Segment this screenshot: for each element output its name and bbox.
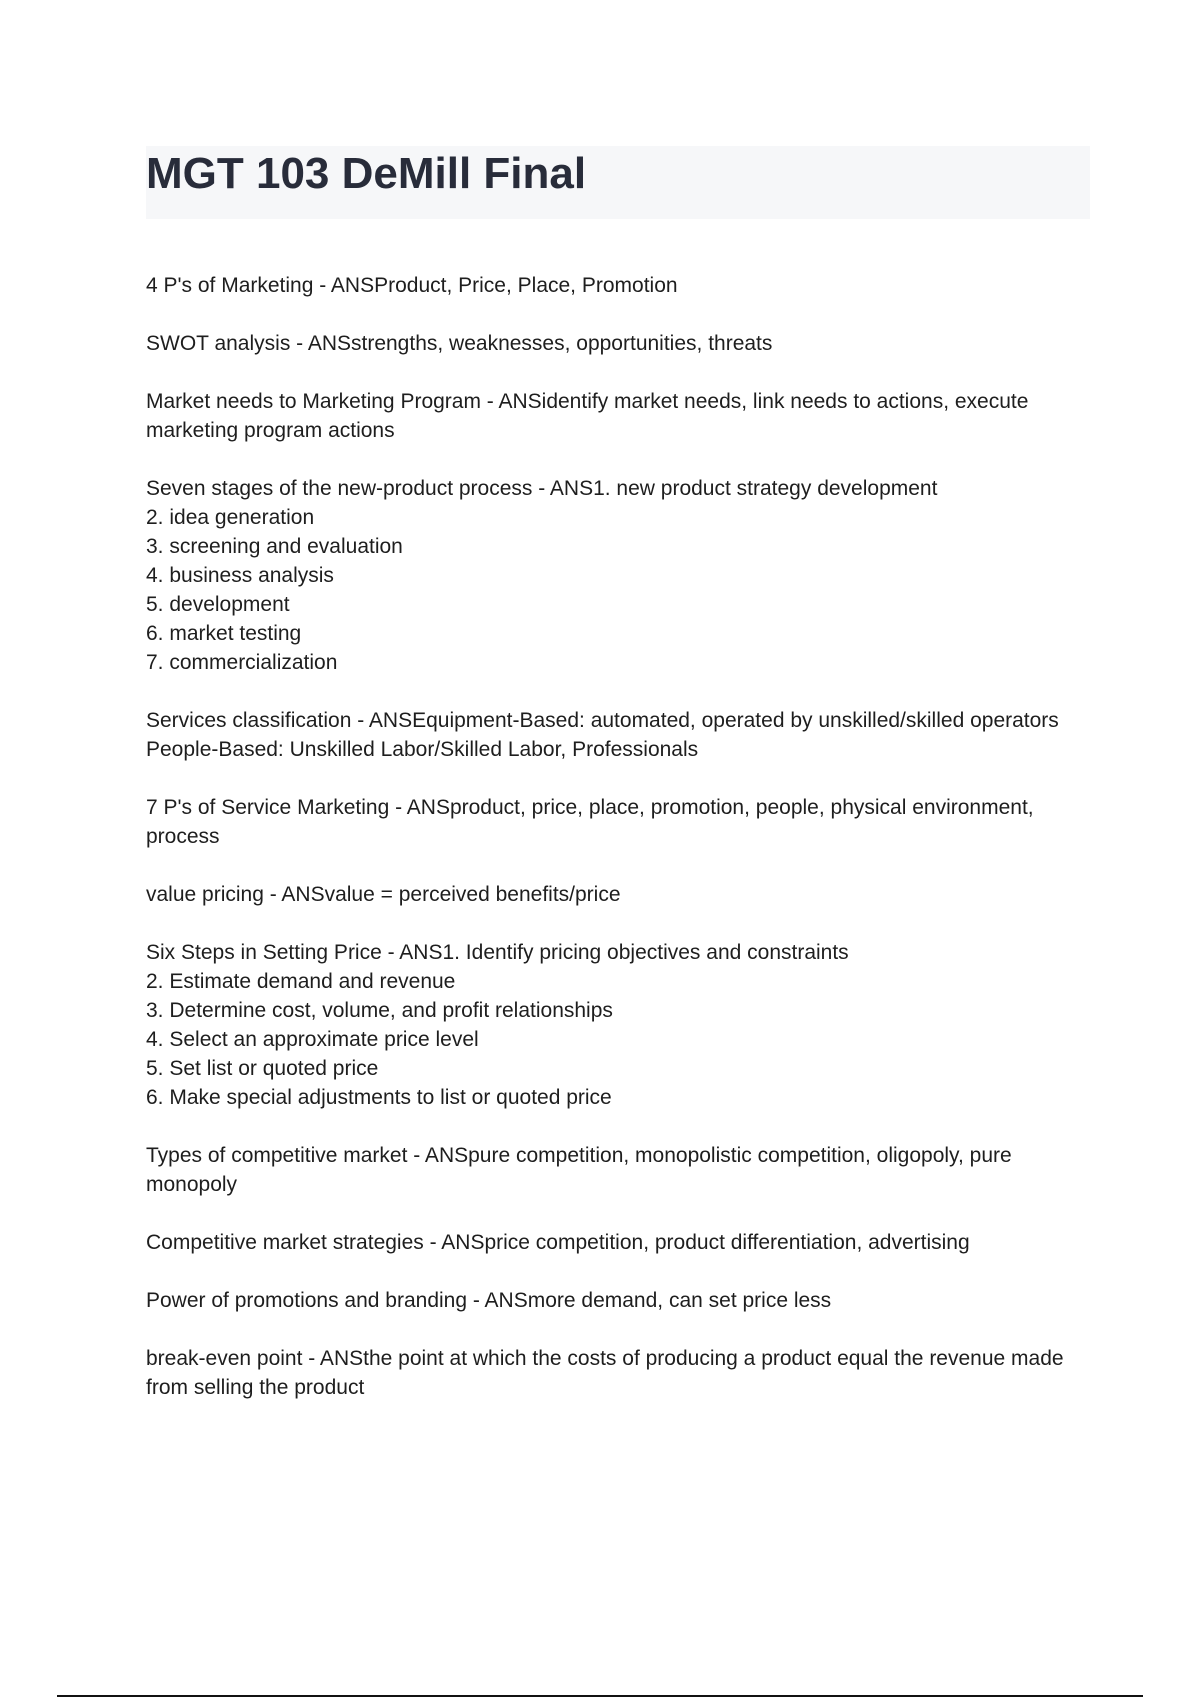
qa-item-promotions-branding: Power of promotions and branding - ANSmore demand, can set price less: [146, 1289, 832, 1312]
qa-list: [146, 271, 1096, 1431]
page-title: MGT 103 DeMill Final: [146, 149, 587, 198]
qa-item-competitive-strategies: Competitive market strategies - ANSprice competition, product differentiation, advertising: [146, 1231, 970, 1254]
qa-item-six-steps-price: Six Steps in Setting Price - ANS1. Identify pricing objectives and constraints 2. Estimate demand and revenue 3. Determine cost, volume, and profit relationships 4. Select an approximate price level 5. Set list or quoted price 6. Make special adjustments to list or quoted price: [146, 941, 849, 1109]
qa-item-7ps-service: 7 P's of Service Marketing - ANSproduct, price, place, promotion, people, physical environment, process: [146, 796, 1040, 848]
qa-item-competitive-market-types: Types of competitive market - ANSpure competition, monopolistic competition, oligopoly, pure monopoly: [146, 1144, 1018, 1196]
qa-item-swot: SWOT analysis - ANSstrengths, weaknesses, opportunities, threats: [146, 332, 773, 355]
qa-item-value-pricing: value pricing - ANSvalue = perceived benefits/price: [146, 883, 621, 906]
qa-item-new-product-stages: Seven stages of the new-product process - ANS1. new product strategy development 2. idea generation 3. screening and evaluation 4. business analysis 5. development 6. market testing 7. commercialization: [146, 477, 938, 674]
qa-item-market-needs: Market needs to Marketing Program - ANSidentify market needs, link needs to actions, execute marketing program actions: [146, 390, 1035, 442]
qa-item-4ps: 4 P's of Marketing - ANSProduct, Price, Place, Promotion: [146, 274, 678, 297]
footer-divider: [57, 1695, 1143, 1697]
title-banner: [146, 146, 1090, 219]
qa-item-break-even: break-even point - ANSthe point at which the costs of producing a product equal the revenue made from selling the product: [146, 1347, 1070, 1399]
qa-item-services-classification: Services classification - ANSEquipment-Based: automated, operated by unskilled/skilled operators People-Based: Unskilled Labor/Skilled Labor, Professionals: [146, 709, 1059, 761]
